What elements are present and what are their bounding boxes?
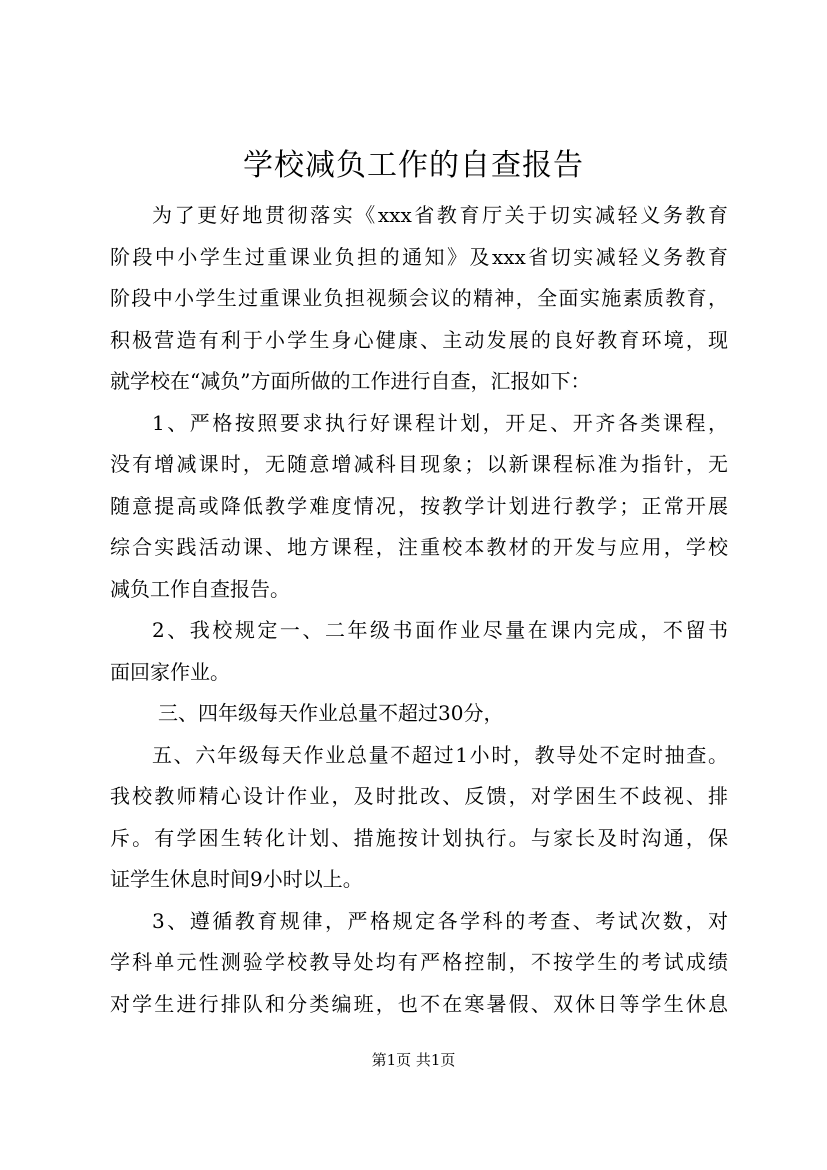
text-line: 面回家作业。 bbox=[110, 659, 230, 684]
text-line: 2、我校规定一、二年级书面作业尽量在课内完成，不留书 bbox=[152, 618, 728, 642]
page-number-footer: 第1页 共1页 bbox=[371, 1051, 456, 1069]
text-line: 三、四年级每天作业总量不超过30分， bbox=[158, 701, 504, 725]
text-line: 随意提高或降低教学难度情况，按教学计划进行教学；正常开展 bbox=[110, 493, 728, 518]
text-line: 综合实践活动课、地方课程，注重校本教材的开发与应用，学校 bbox=[110, 535, 728, 559]
text-line: 积极营造有利于小学生身心健康、主动发展的良好教育环境，现 bbox=[110, 327, 728, 352]
text-line: 斥。有学困生转化计划、措施按计划执行。与家长及时沟通，保 bbox=[110, 825, 728, 850]
text-line: 阶段中小学生过重课业负担的通知》及xxx省切实减轻义务教育 bbox=[110, 244, 728, 269]
document-body bbox=[110, 195, 728, 1025]
document-title: 学校减负工作的自查报告 bbox=[243, 148, 584, 183]
text-line: 减负工作自查报告。 bbox=[110, 576, 290, 601]
text-line: 为了更好地贯彻落实《xxx省教育厅关于切实减轻义务教育 bbox=[152, 203, 728, 227]
text-line: 阶段中小学生过重课业负担视频会议的精神，全面实施素质教育， bbox=[110, 286, 728, 310]
text-line: 3、遵循教育规律，严格规定各学科的考查、考试次数，对 bbox=[152, 908, 728, 933]
text-line: 五、六年级每天作业总量不超过1小时，教导处不定时抽查。 bbox=[152, 742, 728, 767]
text-line: 没有增减课时，无随意增减科目现象；以新课程标准为指针，无 bbox=[110, 452, 728, 476]
text-line: 1、严格按照要求执行好课程计划，开足、开齐各类课程， bbox=[152, 410, 728, 435]
text-line: 学科单元性测验学校教导处均有严格控制，不按学生的考试成绩 bbox=[110, 950, 728, 974]
text-line: 我校教师精心设计作业，及时批改、反馈，对学困生不歧视、排 bbox=[110, 784, 728, 808]
text-line: 证学生休息时间9小时以上。 bbox=[110, 867, 363, 891]
text-line: 对学生进行排队和分类编班，也不在寒暑假、双休日等学生休息 bbox=[110, 991, 728, 1016]
text-line: 就学校在“减负”方面所做的工作进行自查，汇报如下： bbox=[110, 369, 591, 393]
